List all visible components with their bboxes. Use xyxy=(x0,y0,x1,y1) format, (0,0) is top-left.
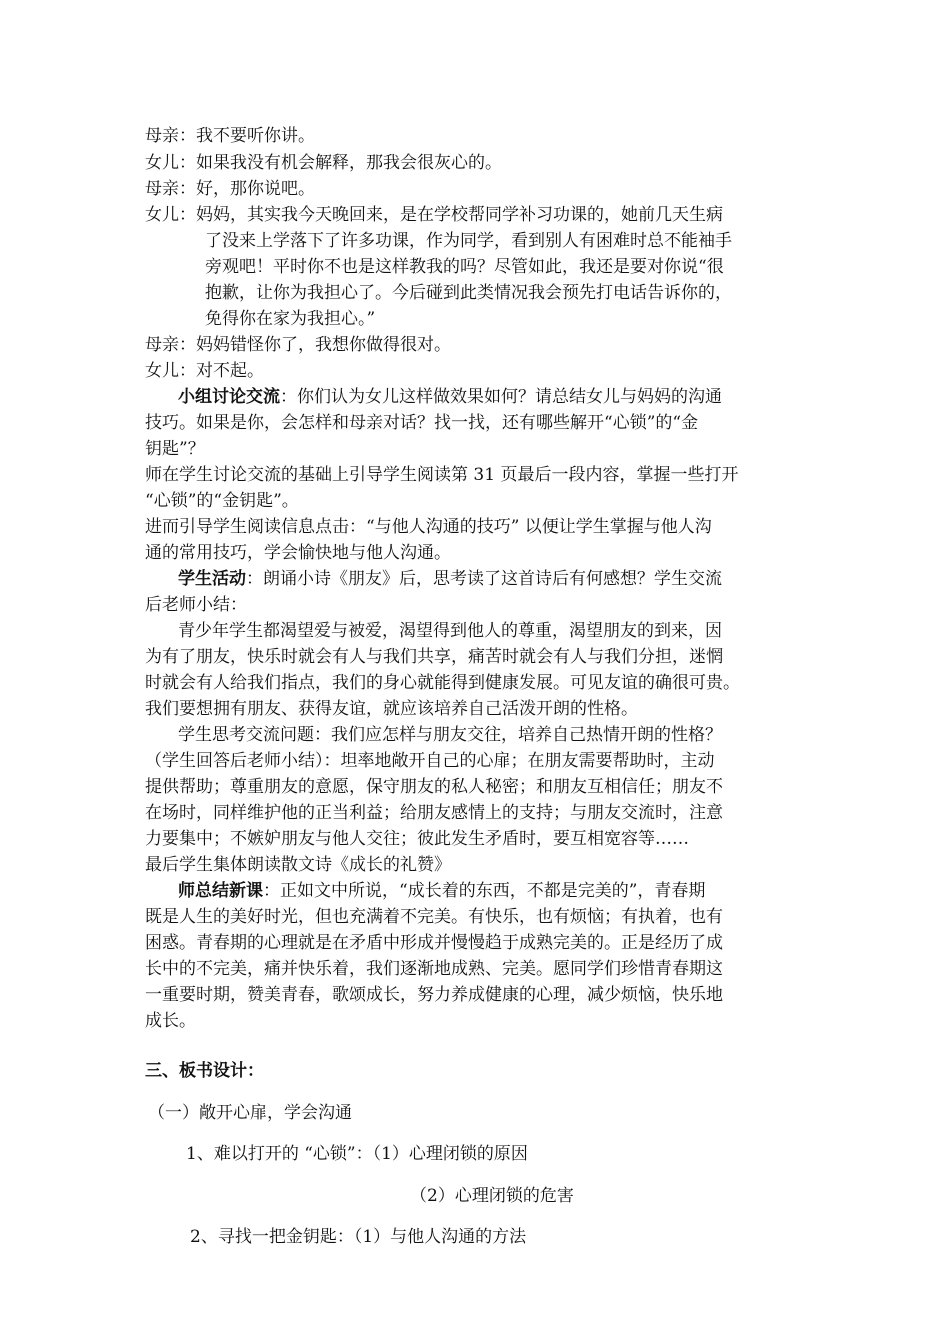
board-item: 1、难以打开的 “心锁”：（1）心理闭锁的原因 xyxy=(186,1144,528,1164)
friendship-line: 青少年学生都渴望爱与被爱，渴望得到他人的尊重，渴望朋友的到来，因 xyxy=(178,621,722,641)
question-line: 提供帮助；尊重朋友的意愿，保守朋友的私人秘密；和朋友互相信任；朋友不 xyxy=(145,777,723,797)
summary-line: 成长。 xyxy=(145,1011,196,1031)
dialogue-line: 免得你在家为我担心。” xyxy=(205,309,376,329)
summary-line: 一重要时期，赞美青春，歌颂成长，努力养成健康的心理，减少烦恼，快乐地 xyxy=(145,985,723,1005)
guide-line: “心锁”的“金钥匙”。 xyxy=(145,491,299,511)
question-line: 学生思考交流问题：我们应怎样与朋友交往，培养自己热情开朗的性格？ xyxy=(178,725,722,745)
friendship-line: 为有了朋友，快乐时就会有人与我们共享，痛苦时就会有人与我们分担，迷惘 xyxy=(145,647,723,667)
dialogue-line: 了没来上学落下了许多功课，作为同学，看到别人有困难时总不能袖手 xyxy=(205,231,732,251)
friendship-line: 我们要想拥有朋友、获得友谊，就应该培养自己活泼开朗的性格。 xyxy=(145,699,638,719)
group-discussion-line: 技巧。如果是你，会怎样和母亲对话？找一找，还有哪些解开“心锁”的“金 xyxy=(145,413,699,433)
dialogue-line: 女儿：对不起。 xyxy=(145,361,264,381)
dialogue-line: 母亲：我不要听你讲。 xyxy=(145,126,315,146)
summary-line: 困惑。青春期的心理就是在矛盾中形成并慢慢趋于成熟完美的。正是经历了成 xyxy=(145,933,723,953)
activity-line: 后老师小结： xyxy=(145,595,247,615)
board-item: 2、寻找一把金钥匙：（1）与他人沟通的方法 xyxy=(190,1227,527,1247)
question-line: 力要集中；不嫉妒朋友与他人交往；彼此发生矛盾时，要互相宽容等…… xyxy=(145,829,689,849)
summary-label: 师总结新课 xyxy=(178,881,263,901)
group-discussion-line: 小组讨论交流：你们认为女儿这样做效果如何？请总结女儿与妈妈的沟通 xyxy=(178,387,722,407)
activity-line: 学生活动：朗诵小诗《朋友》后，思考读了这首诗后有何感想？学生交流 xyxy=(178,569,722,589)
summary-line: 师总结新课：正如文中所说，“成长着的东西，不都是完美的”，青春期 xyxy=(178,881,706,901)
group-discussion-label: 小组讨论交流 xyxy=(178,387,280,407)
dialogue-line: 母亲：妈妈错怪你了，我想你做得很对。 xyxy=(145,335,451,355)
dialogue-line: 母亲：好，那你说吧。 xyxy=(145,179,315,199)
board-section: （一）敞开心扉，学会沟通 xyxy=(148,1103,352,1123)
summary-line: 既是人生的美好时光，但也充满着不完美。有快乐，也有烦恼；有执着，也有 xyxy=(145,907,723,927)
question-line: 在场时，同样维护他的正当利益；给朋友感情上的支持；与朋友交流时，注意 xyxy=(145,803,723,823)
board-item: （2）心理闭锁的危害 xyxy=(410,1186,574,1206)
activity-label: 学生活动 xyxy=(178,569,246,589)
board-heading: 三、板书设计： xyxy=(145,1061,264,1081)
summary-line: 长中的不完美，痛并快乐着，我们逐渐地成熟、完美。愿同学们珍惜青春期这 xyxy=(145,959,723,979)
dialogue-line: 女儿：如果我没有机会解释，那我会很灰心的。 xyxy=(145,153,502,173)
dialogue-line: 女儿：妈妈，其实我今天晚回来，是在学校帮同学补习功课的，她前几天生病 xyxy=(145,205,723,225)
question-line: 最后学生集体朗读散文诗《成长的礼赞》 xyxy=(145,855,451,875)
group-discussion-line: 钥匙”？ xyxy=(145,439,205,459)
guide-line: 师在学生讨论交流的基础上引导学生阅读第 31 页最后一段内容，掌握一些打开 xyxy=(145,465,739,485)
dialogue-line: 抱歉，让你为我担心了。今后碰到此类情况我会预先打电话告诉你的， xyxy=(205,283,732,303)
friendship-line: 时就会有人给我们指点，我们的身心就能得到健康发展。可见友谊的确很可贵。 xyxy=(145,673,740,693)
guide-line: 通的常用技巧，学会愉快地与他人沟通。 xyxy=(145,543,451,563)
dialogue-line: 旁观吧！平时你不也是这样教我的吗？尽管如此，我还是要对你说“很 xyxy=(205,257,724,277)
guide-line: 进而引导学生阅读信息点击：“与他人沟通的技巧” 以便让学生掌握与他人沟 xyxy=(145,517,712,537)
question-line: （学生回答后老师小结）：坦率地敞开自己的心扉；在朋友需要帮助时，主动 xyxy=(145,751,715,771)
